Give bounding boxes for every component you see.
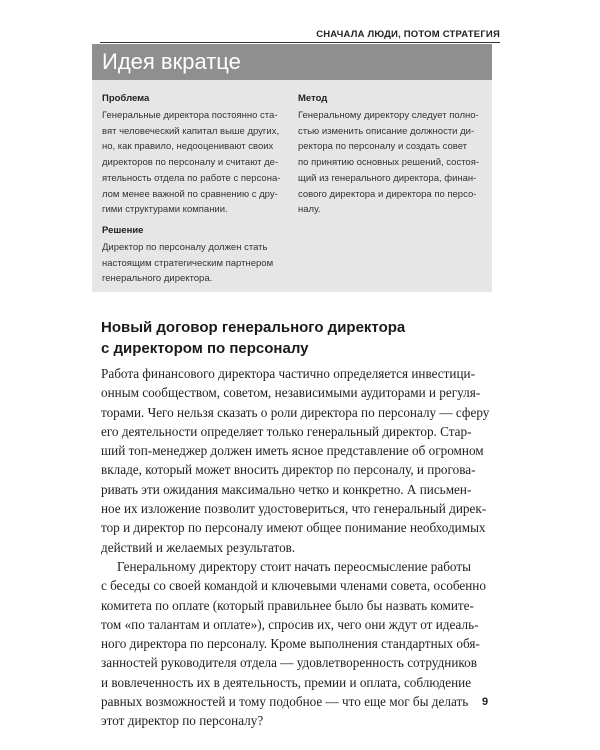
problem-column [102,92,280,218]
problem-line: гими структурами компании. [102,204,228,216]
body-line: и вовлеченность их в деятельность, премии и оплата, соблюдение [101,674,472,690]
body-line: том «по талантам и оплате»), спросив их, чего они ждут от идеаль- [101,616,479,632]
method-line: щий из генерального директора, финан- [298,172,477,184]
body-text [101,364,501,731]
solution-line: генерального директора. [102,273,213,285]
body-line: ривать эти ожидания максимально четко и конкретно. А письмен- [101,481,472,497]
body-line: с беседы со своей командой и ключевыми членами совета, особенно [101,578,486,594]
problem-line: лом менее важной по сравнению с дру- [102,188,278,200]
body-line: равных возможностей и тому подобное — что еще мог бы делать [101,694,469,710]
body-line: комитета по оплате (который правильнее было бы назвать комите- [101,597,474,613]
body-line: тор и директор по персоналу имеют общее понимание необходимых [101,520,486,536]
summary-title: Идея вкратце [102,49,241,74]
body-line: занностей руководителя отдела — удовлетворенность сотрудников [101,655,477,671]
body-line: Генеральному директору стоит начать переосмысление работы [117,558,471,574]
problem-line: ятельность отдела по работе с персона- [102,172,281,184]
problem-line: но, как правило, недооценивают своих [102,141,274,153]
method-line: сового директора и директора по персо- [298,188,477,200]
method-line: налу. [298,204,321,216]
body-line: онным сообществом, советом, независимыми аудиторами и регуля- [101,385,481,401]
solution-line: Директор по персоналу должен стать [102,242,268,253]
section-title-line: с директором по персоналу [101,340,309,357]
body-line: ший топ-менеджер должен иметь ясное представление об огромном [101,443,484,459]
body-line: Работа финансового директора частично определяется инвестици- [101,366,475,381]
solution-column [102,224,273,287]
method-line: ректора по персоналу и создать совет [298,141,468,153]
section-title-line: Новый договор генерального директора [101,319,406,336]
problem-line: вят человеческий капитал выше других, [102,125,280,137]
body-line: его деятельности определяет только генеральный директор. Стар- [101,423,472,439]
running-head [0,0,600,45]
section-title [101,317,405,359]
body-line: вкладе, который может вносить директор по персоналу, и прогова- [101,462,476,478]
method-line: по принятию основных решений, состоя- [298,157,480,169]
body-line: действий и желаемых результатов. [101,539,296,555]
method-line: Генеральному директору следует полно- [298,110,479,121]
solution-heading: Решение [102,225,144,236]
method-column [298,92,479,218]
problem-line: директоров по персоналу и считают де- [102,157,279,169]
running-head-title: СНАЧАЛА ЛЮДИ, ПОТОМ СТРАТЕГИЯ [316,29,500,40]
body-line: ного директора по персоналу. Кроме выполнения стандартных обя- [101,636,480,652]
method-heading: Метод [298,93,328,104]
page-number: 9 [482,696,489,708]
solution-line: настоящим стратегическим партнером [102,257,274,269]
method-line: стью изменить описание должности ди- [298,125,475,137]
running-head-rule [100,42,500,43]
summary-box [92,44,492,292]
problem-line: Генеральные директора постоянно ста- [102,110,278,121]
problem-heading: Проблема [102,93,150,104]
summary-header [92,44,492,80]
body-line: торами. Чего нельзя сказать о роли директора по персоналу — сферу [101,404,490,420]
body-line: этот директор по персоналу? [101,713,264,729]
body-line: ное их изложение позволит удостовериться, что генеральный дирек- [101,501,487,517]
